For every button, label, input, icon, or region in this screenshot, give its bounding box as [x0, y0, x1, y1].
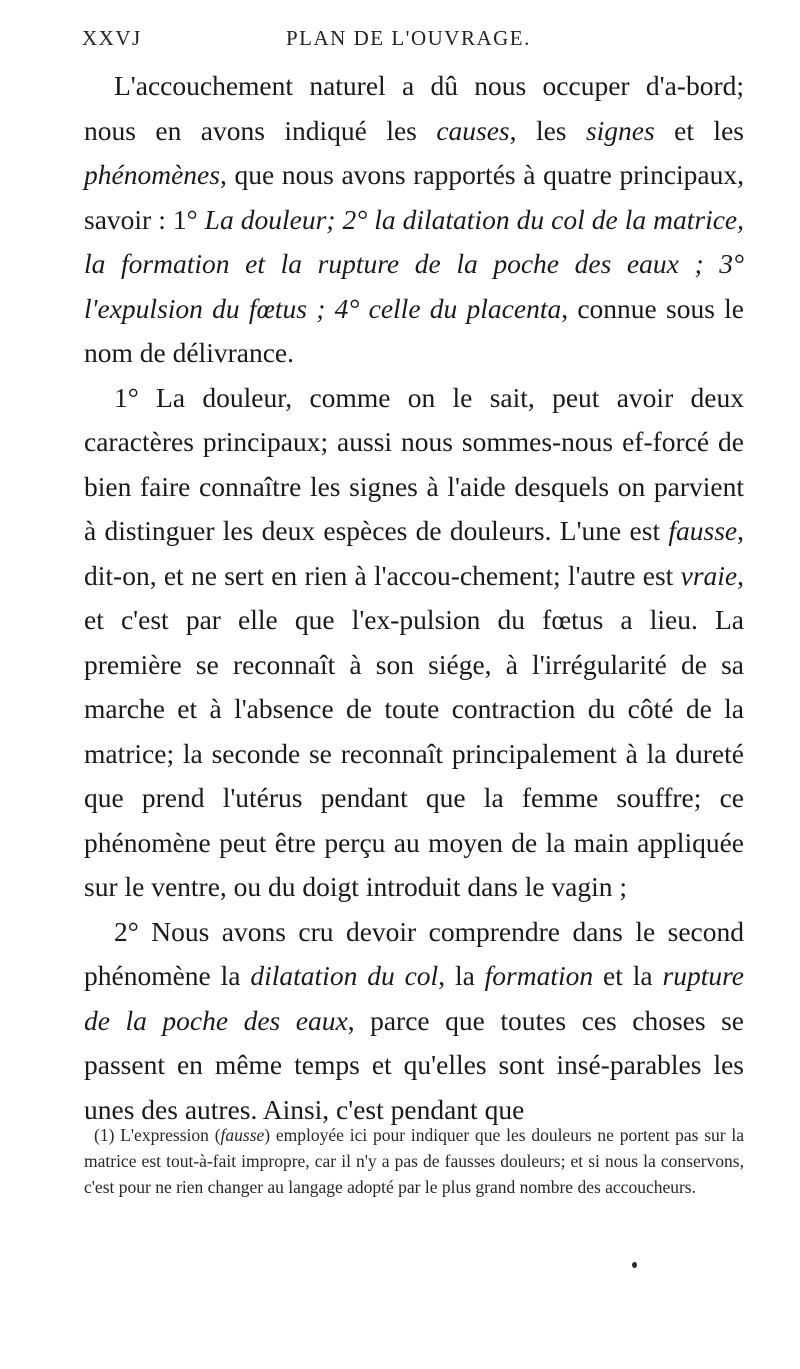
text-segment: , connue sous le nom de délivrance.: [84, 292, 744, 368]
page-number: XXVJ: [82, 26, 142, 50]
italic-segment: vraie: [680, 559, 738, 591]
footnote: [84, 1122, 744, 1200]
body-text: [84, 64, 744, 1132]
footnote-italic: fausse: [220, 1125, 265, 1145]
text-segment: , parce que toutes ces choses se passent en même temps et qu'elles sont insé-parables les unes des autres. Ainsi, c'est pendant que: [84, 1004, 745, 1125]
italic-segment: causes: [436, 114, 510, 146]
text-segment: , dit-on, et ne sert en rien à l'accou-chement; l'autre est: [84, 515, 744, 591]
text-segment: 1° La douleur, comme on le sait, peut avoir deux caractères principaux; aussi nous sommes-nous ef-forcé de bien faire connaître les signes à l'aide desquels on parvient à distinguer les deux espèces de douleurs. L'une est: [84, 381, 744, 546]
text-segment: , que nous avons rapportés à quatre principaux, savoir : 1°: [84, 159, 744, 235]
text-segment: , les: [509, 114, 586, 146]
italic-segment: formation: [484, 960, 594, 991]
running-head: [82, 26, 762, 66]
italic-segment: signes: [585, 114, 655, 146]
ink-dot: [632, 1262, 637, 1268]
italic-segment: fausse: [668, 515, 738, 546]
text-segment: 2° Nous avons cru devoir comprendre dans le second phénomène la: [84, 915, 744, 991]
italic-segment: dilatation du col: [250, 960, 439, 991]
text-segment: , la: [438, 960, 485, 991]
paragraph-2: [84, 376, 744, 910]
italic-segment: phénomènes: [84, 159, 220, 190]
paragraph-3: [84, 910, 744, 1133]
footnote-text: ) employée ici pour indiquer que les douleurs ne portent pas sur la matrice est tout-à-fait impropre, car il n'y a pas de fausses douleurs; et si nous la conservons, c'est pour ne rien changer au langage adopté par le plus grand nombre des accoucheurs.: [84, 1125, 745, 1197]
italic-segment: La douleur; 2° la dilatation du col de la matrice, la formation et la rupture de la poche des eaux ; 3° l'expulsion du fœtus ; 4° celle du placenta: [84, 203, 744, 324]
text-segment: et les: [654, 114, 744, 146]
text-segment: et la: [593, 960, 663, 991]
paragraph-1: [84, 64, 744, 376]
italic-segment: rupture de la poche des eaux: [84, 960, 744, 1036]
footnote-text: (1) L'expression (: [94, 1125, 221, 1145]
running-title: PLAN DE L'OUVRAGE.: [286, 26, 531, 50]
text-segment: , et c'est par elle que l'ex-pulsion du fœtus a lieu. La première se reconnaît à son siége, à l'irrégularité de sa marche et à l'absence de toute contraction du côté de la matrice; la seconde se reconnaît principalement à la dureté que prend l'utérus pendant que la femme souffre; ce phénomène peut être perçu au moyen de la main appliquée sur le ventre, ou du doigt introduit dans le vagin ;: [84, 559, 744, 902]
text-segment: L'accouchement naturel a dû nous occuper d'a-bord; nous en avons indiqué les: [84, 70, 744, 146]
